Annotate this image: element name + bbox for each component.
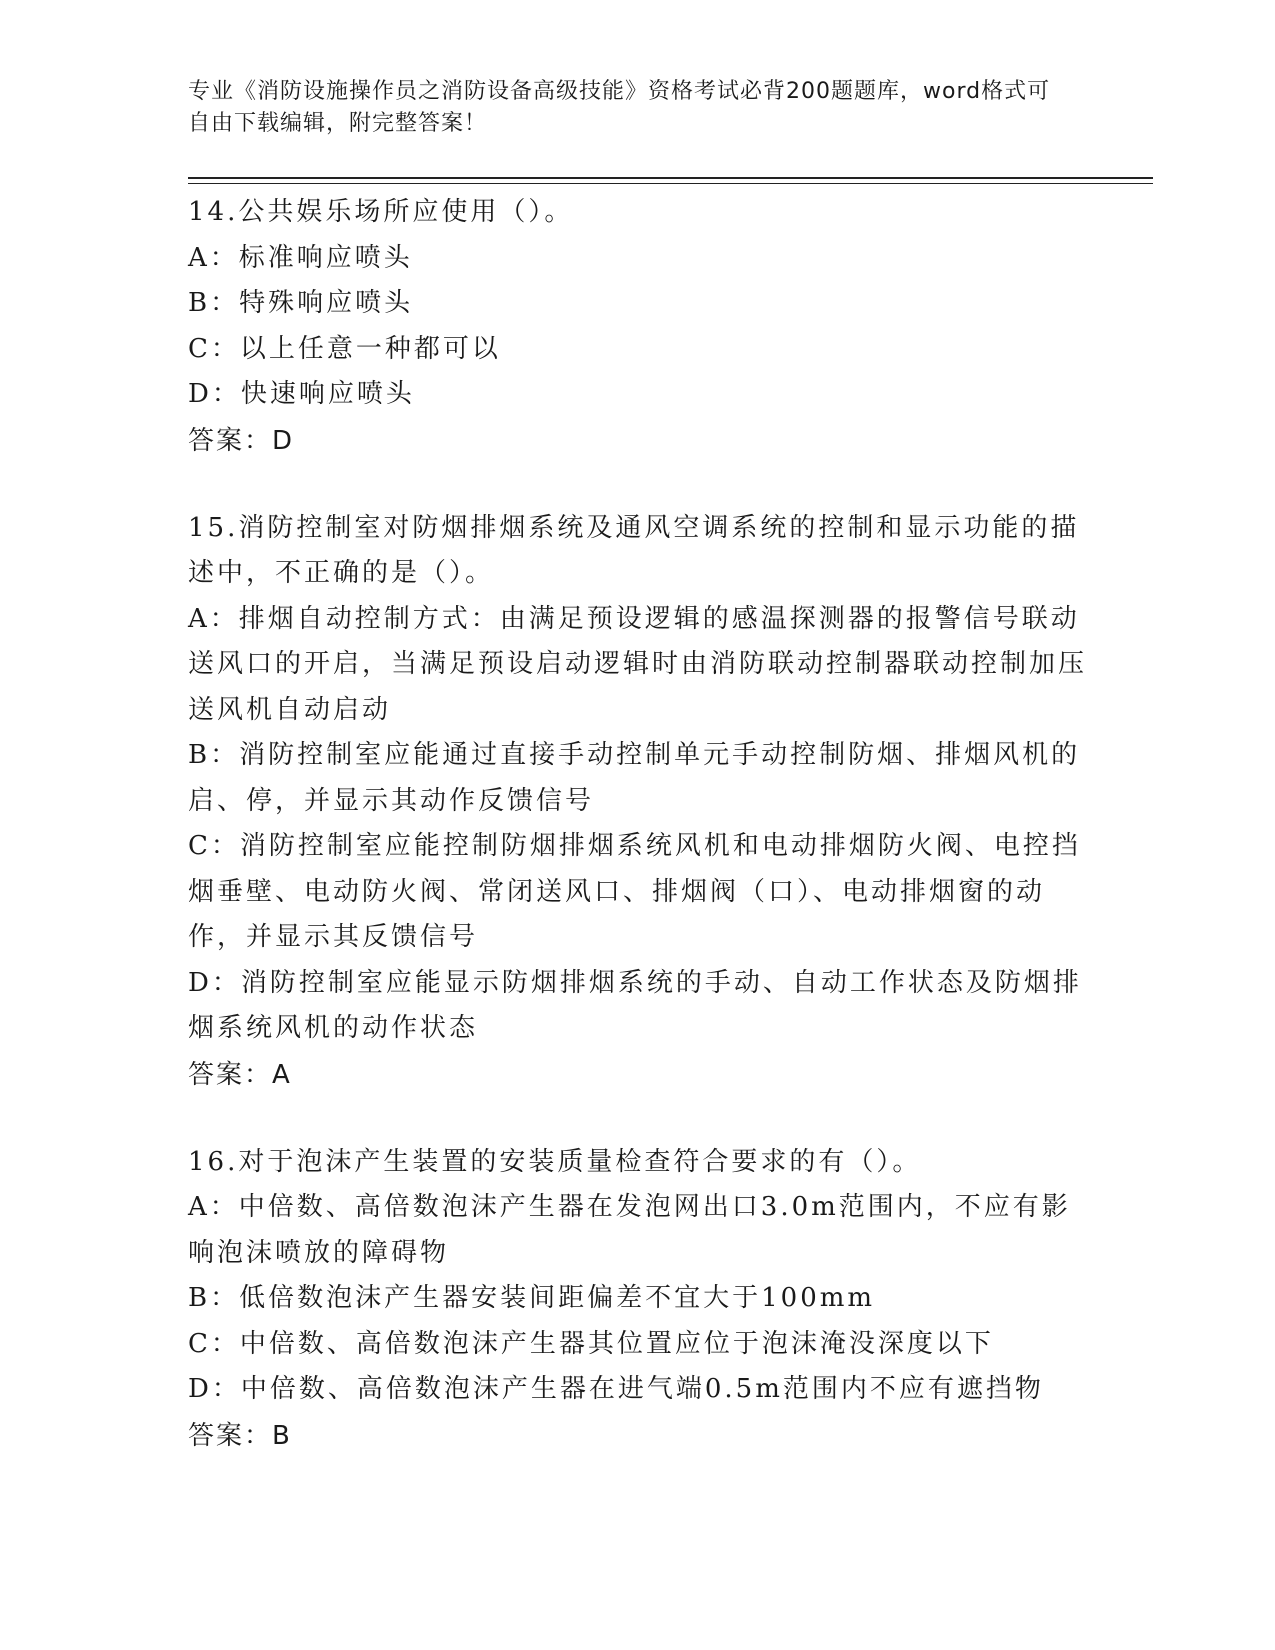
option-d: D：快速响应喷头 (188, 379, 415, 409)
header-rule-thick (188, 177, 1153, 179)
answer-line: 答案：A (188, 1059, 292, 1090)
option-a: A：排烟自动控制方式：由满足预设逻辑的感温探测器的报警信号联动送风口的开启，当满足预设启动逻辑时由消防联动控制器联动控制加压送风机自动启动 (188, 603, 1088, 725)
question-stem: 15.消防控制室对防烟排烟系统及通风空调系统的控制和显示功能的描述中，不正确的是（）。 (188, 512, 1080, 588)
option-c: C：中倍数、高倍数泡沫产生器其位置应位于泡沫淹没深度以下 (188, 1328, 994, 1359)
option-a: A：标准响应喷头 (188, 242, 413, 273)
document-header: 专业《消防设施操作员之消防设备高级技能》资格考试必背200题题库，word格式可自由下载编辑，附完整答案！ (188, 79, 1051, 136)
header-rule-thin (188, 183, 1153, 184)
question-14 (188, 190, 1088, 464)
option-b: B：消防控制室应能通过直接手动控制单元手动控制防烟、排烟风机的启、停，并显示其动作反馈信号 (188, 740, 1081, 816)
option-c: C：消防控制室应能控制防烟排烟系统风机和电动排烟防火阀、电控挡烟垂壁、电动防火阀、常闭送风口、排烟阀（口）、电动排烟窗的动作，并显示其反馈信号 (188, 831, 1081, 952)
answer-line: 答案：B (188, 1420, 292, 1451)
option-d: D：消防控制室应能显示防烟排烟系统的手动、自动工作状态及防烟排烟系统风机的动作状态 (188, 967, 1082, 1043)
option-b: B：低倍数泡沫产生器安装间距偏差不宜大于100mm (188, 1283, 876, 1313)
question-stem: 16.对于泡沫产生装置的安装质量检查符合要求的有（）。 (188, 1146, 922, 1177)
question-15 (188, 506, 1088, 1098)
answer-line: 答案：D (188, 425, 295, 456)
question-stem: 14.公共娱乐场所应使用（）。 (188, 197, 574, 227)
option-c: C：以上任意一种都可以 (188, 333, 501, 364)
option-a: A：中倍数、高倍数泡沫产生器在发泡网出口3.0m范围内，不应有影响泡沫喷放的障碍物 (188, 1192, 1071, 1268)
option-d: D：中倍数、高倍数泡沫产生器在进气端0.5m范围内不应有遮挡物 (188, 1374, 1044, 1404)
question-16 (188, 1140, 1088, 1459)
option-b: B：特殊响应喷头 (188, 288, 414, 318)
question-list (188, 190, 1088, 1501)
